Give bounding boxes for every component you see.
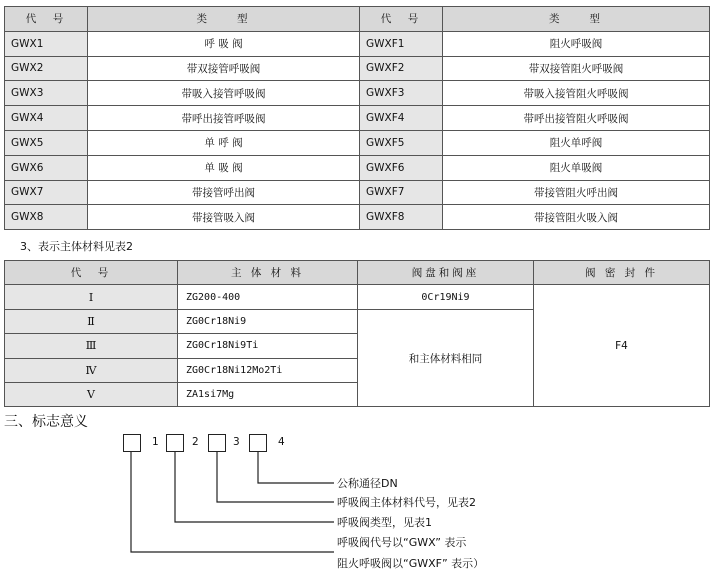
code-cell: GWX2 xyxy=(5,56,88,81)
header-main-material: 主 体 材 料 xyxy=(178,261,358,285)
marking-number: 3 xyxy=(233,436,240,448)
code-cell: GWXF7 xyxy=(360,180,443,205)
material-code: Ⅱ xyxy=(5,309,178,333)
annotation-valve-code: 呼吸阀代号以“GWX” 表示 xyxy=(337,536,467,549)
type-cell: 带接管阻火吸入阀 xyxy=(443,205,710,230)
type-cell: 带呼出接管阻火呼吸阀 xyxy=(443,106,710,131)
code-cell: GWX1 xyxy=(5,31,88,56)
header-code: 代 号 xyxy=(360,7,443,32)
marking-number: 4 xyxy=(278,436,285,448)
code-cell: GWXF3 xyxy=(360,81,443,106)
header-code: 代 号 xyxy=(5,7,88,32)
material-cell: ZG0Cr18Ni9 xyxy=(178,309,358,333)
code-cell: GWX7 xyxy=(5,180,88,205)
header-valve-seat: 阀盘和阀座 xyxy=(358,261,534,285)
type-cell: 带双接管呼吸阀 xyxy=(88,56,360,81)
table2-note: 3、表示主体材料见表2 xyxy=(20,240,133,253)
valve-seat-cell: 和主体材料相同 xyxy=(358,309,534,407)
type-cell: 带双接管阻火呼吸阀 xyxy=(443,56,710,81)
marking-box xyxy=(208,434,226,452)
marking-number: 1 xyxy=(152,436,159,448)
type-cell: 呼 吸 阀 xyxy=(88,31,360,56)
type-cell: 带接管吸入阀 xyxy=(88,205,360,230)
type-cell: 带呼出接管呼吸阀 xyxy=(88,106,360,131)
code-cell: GWX4 xyxy=(5,106,88,131)
type-cell: 带吸入接管呼吸阀 xyxy=(88,81,360,106)
material-cell: ZG200-400 xyxy=(178,285,358,309)
material-cell: ZG0Cr18Ni9Ti xyxy=(178,334,358,358)
header-seal: 阀 密 封 件 xyxy=(534,261,710,285)
marking-box xyxy=(166,434,184,452)
valve-seat-cell: 0Cr19Ni9 xyxy=(358,285,534,309)
type-cell: 阻火单吸阀 xyxy=(443,155,710,180)
marking-number: 2 xyxy=(192,436,199,448)
material-code: Ⅳ xyxy=(5,358,178,382)
type-cell: 阻火呼吸阀 xyxy=(443,31,710,56)
type-cell: 单 吸 阀 xyxy=(88,155,360,180)
annotation-material-code: 呼吸阀主体材料代号，见表2 xyxy=(337,496,476,509)
header-type: 类 型 xyxy=(443,7,710,32)
marking-box xyxy=(249,434,267,452)
type-cell: 带吸入接管阻火呼吸阀 xyxy=(443,81,710,106)
code-cell: GWX3 xyxy=(5,81,88,106)
code-cell: GWXF8 xyxy=(360,205,443,230)
material-code: Ⅴ xyxy=(5,382,178,406)
annotation-valve-type: 呼吸阀类型，见表1 xyxy=(337,516,432,529)
type-cell: 单 呼 阀 xyxy=(88,130,360,155)
code-cell: GWXF5 xyxy=(360,130,443,155)
seal-cell: F4 xyxy=(534,285,710,407)
material-cell: ZA1si7Mg xyxy=(178,382,358,406)
marking-box xyxy=(123,434,141,452)
code-cell: GWXF4 xyxy=(360,106,443,131)
code-cell: GWX8 xyxy=(5,205,88,230)
annotation-flame-arrester-code: 阻火呼吸阀以“GWXF” 表示） xyxy=(337,557,485,570)
type-cell: 带接管呼出阀 xyxy=(88,180,360,205)
code-cell: GWXF2 xyxy=(360,56,443,81)
material-code: Ⅰ xyxy=(5,285,178,309)
code-cell: GWX6 xyxy=(5,155,88,180)
material-code: Ⅲ xyxy=(5,334,178,358)
code-cell: GWXF6 xyxy=(360,155,443,180)
type-cell: 阻火单呼阀 xyxy=(443,130,710,155)
material-cell: ZG0Cr18Ni12Mo2Ti xyxy=(178,358,358,382)
code-cell: GWX5 xyxy=(5,130,88,155)
annotation-nominal-diameter: 公称通径DN xyxy=(337,477,398,490)
header-type: 类 型 xyxy=(88,7,360,32)
type-cell: 带接管阻火呼出阀 xyxy=(443,180,710,205)
code-cell: GWXF1 xyxy=(360,31,443,56)
section-title: 三、标志意义 xyxy=(4,414,88,430)
header-code: 代 号 xyxy=(5,261,178,285)
